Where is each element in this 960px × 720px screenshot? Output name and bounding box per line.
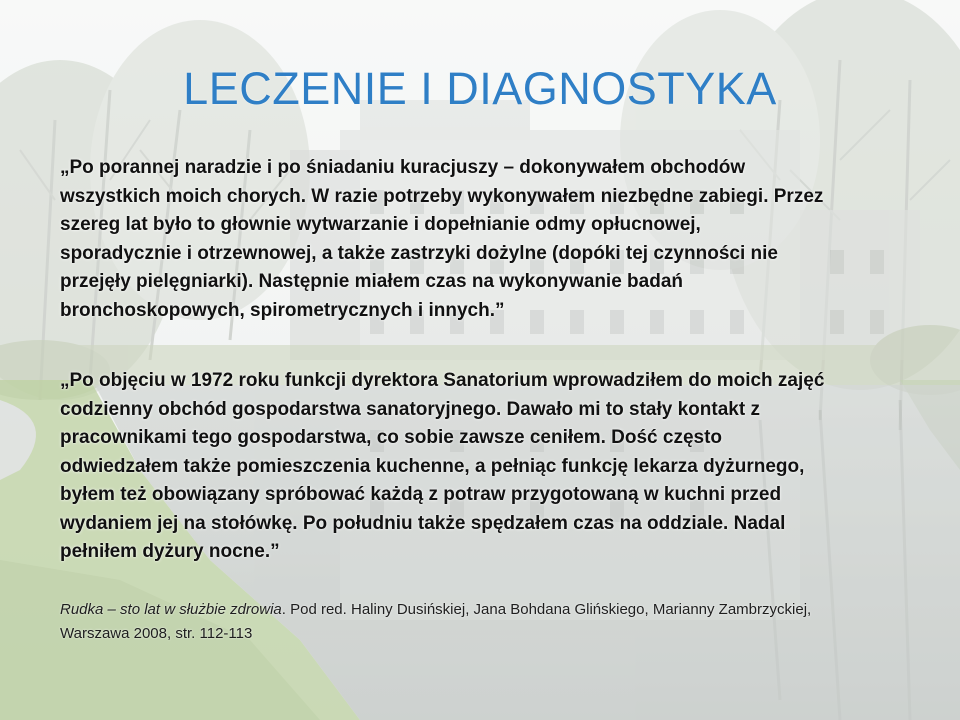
- source-citation: [60, 598, 920, 646]
- citation-line-1: [60, 598, 920, 622]
- quote-paragraph-1: „Po porannej naradzie i po śniadaniu kuracjuszy – dokonywałem obchodów wszystkich moich chorych. W razie potrzeby wykonywałem niezbędne zabiegi. Przez szereg lat było to głownie wytwarzanie i dopełnianie odmy opłucnowej, sporadycznie i otrzewnowej, a także zastrzyki dożylne (dopóki tej czynności nie przejęły pielęgniarki). Następnie miałem czas na wykonywanie badań bronchoskopowych, spirometrycznych i innych.”: [60, 157, 824, 321]
- slide-title: LECZENIE I DIAGNOSTYKA: [183, 63, 777, 114]
- citation-editors: . Pod red. Haliny Dusińskiej, Jana Bohdana Glińskiego, Marianny Zambrzyckiej,: [281, 601, 812, 618]
- citation-book-title: Rudka – sto lat w służbie zdrowia: [60, 601, 282, 618]
- quote-paragraph-2: „Po objęciu w 1972 roku funkcji dyrektora Sanatorium wprowadziłem do moich zajęć codzienny obchód gospodarstwa sanatoryjnego. Dawało mi to stały kontakt z pracownikami tego gospodarstwa, co sobie zawsze ceniłem. Dość często odwiedzałem także pomieszczenia kuchenne, a pełniąc funkcję lekarza dyżurnego, byłem też obowiązany spróbować każdą z potraw przygotowaną w kuchni przed wydaniem jej na stołówkę. Po południu także spędzałem czas na oddziale. Nadal pełniłem dyżury nocne.”: [60, 370, 825, 562]
- citation-line-2: Warszawa 2008, str. 112-113: [60, 625, 253, 642]
